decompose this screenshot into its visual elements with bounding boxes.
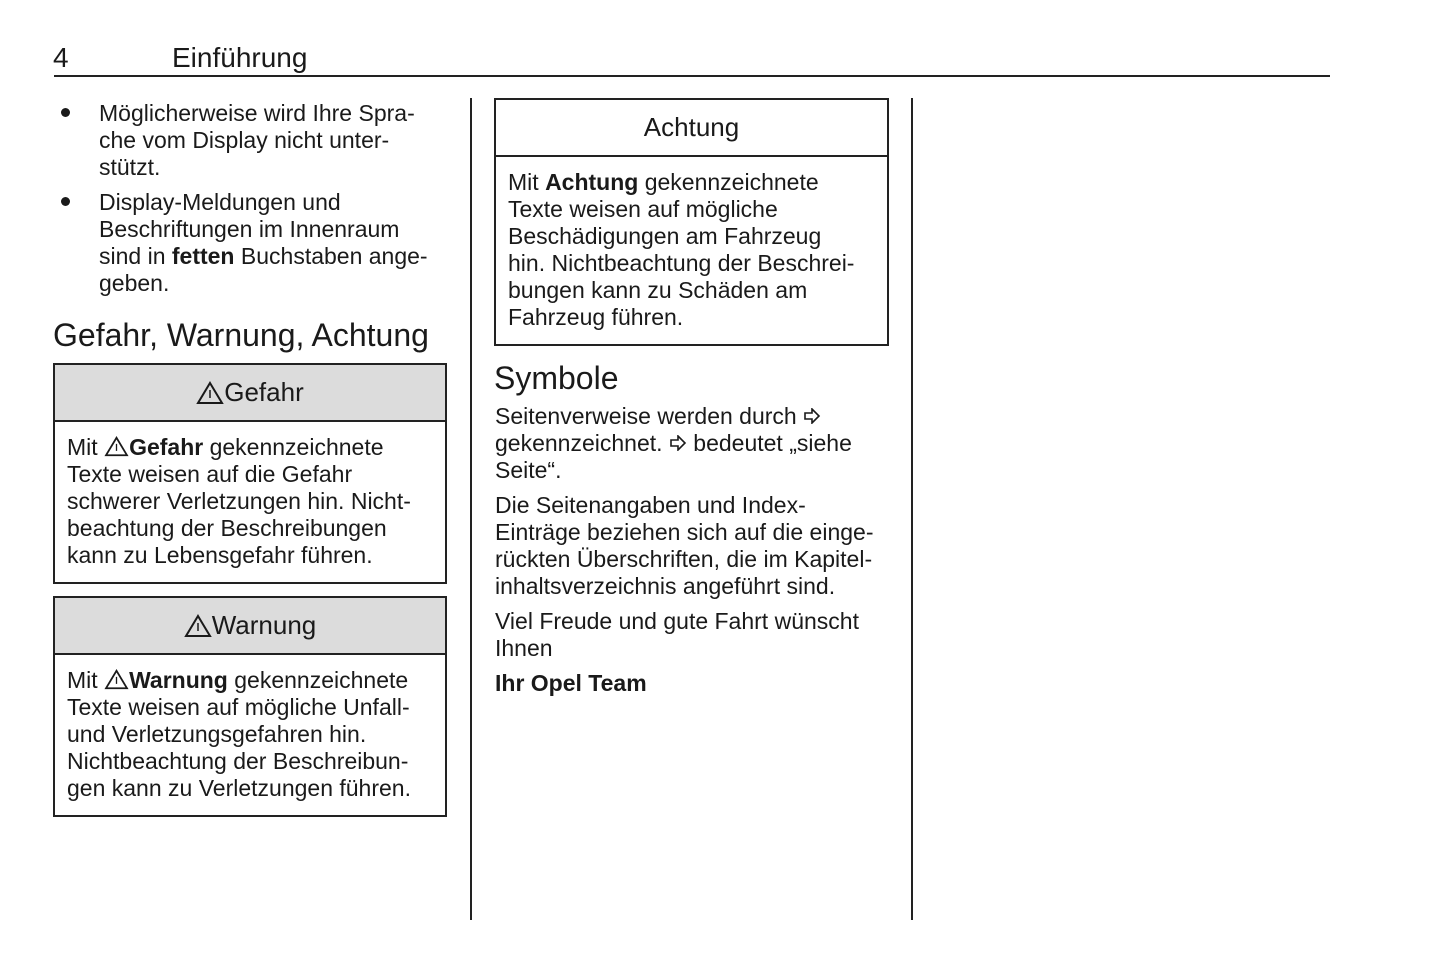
bold-text: Gefahr [129, 434, 204, 460]
warning-triangle-icon [104, 436, 129, 457]
warnung-box [53, 596, 447, 817]
text: Seitenverweise werden durch [495, 403, 804, 429]
text: gekennzeichnete Texte weisen auf mögliche Unfall- und Verletzungsgefahren hin. Nichtbeachtung der Beschreibun- gen kann zu Verletzungen führen. [67, 667, 411, 801]
text: bedeutet „siehe Seite“. [495, 430, 852, 483]
page-reference-arrow-icon [669, 435, 687, 451]
text: Mit [67, 667, 105, 693]
bullet [61, 108, 70, 117]
bullet [61, 197, 70, 206]
text: Buchstaben ange- geben. [99, 243, 428, 296]
text: Display-Meldungen und Beschriftungen im Innenraum sind in [99, 189, 400, 269]
header-rule [54, 75, 1330, 77]
bold-text: fetten [171, 243, 235, 269]
box-title: Gefahr [224, 377, 304, 407]
symbole-paragraph [495, 403, 852, 484]
box-title: Achtung [643, 112, 740, 142]
page-number: 4 [53, 42, 69, 73]
bold-text: Warnung [129, 667, 228, 693]
achtung-box [494, 98, 889, 346]
text: Mit [508, 169, 546, 195]
warning-triangle-icon [196, 381, 224, 405]
gefahr-box [53, 363, 447, 584]
column-divider [470, 98, 472, 920]
text: gekennzeichnete Texte weisen auf die Gefahr schwerer Verletzungen hin. Nicht- beachtung der Beschreibungen kann zu Lebensgefahr führen. [67, 434, 411, 568]
bullet-item: Möglicherweise wird Ihre Spra- che vom Display nicht unter- stützt. [99, 100, 415, 180]
text: gekennzeichnet. [495, 430, 663, 456]
bold-text: Achtung [545, 169, 639, 195]
signature: Ihr Opel Team [495, 670, 647, 696]
section-heading: Gefahr, Warnung, Achtung [53, 317, 429, 353]
symbole-paragraph: Viel Freude und gute Fahrt wünscht Ihnen [495, 608, 859, 661]
text: gekennzeichnete Texte weisen auf mögliche Beschädigungen am Fahrzeug hin. Nichtbeachtung der Beschrei- bungen kann zu Schäden am Fahrzeug führen. [508, 169, 855, 330]
page-reference-arrow-icon [803, 408, 821, 424]
bullet-item [99, 189, 428, 297]
chapter-title: Einführung [172, 42, 308, 73]
symbole-paragraph: Die Seitenangaben und Index- Einträge beziehen sich auf die einge- rückten Überschriften, die im Kapitel- inhaltsverzeichnis angeführt sind. [495, 492, 874, 599]
warning-triangle-icon [104, 669, 129, 690]
section-heading: Symbole [494, 360, 619, 396]
warning-triangle-icon [184, 614, 212, 638]
text: Mit [67, 434, 105, 460]
column-divider [911, 98, 913, 920]
box-title: Warnung [211, 610, 317, 640]
